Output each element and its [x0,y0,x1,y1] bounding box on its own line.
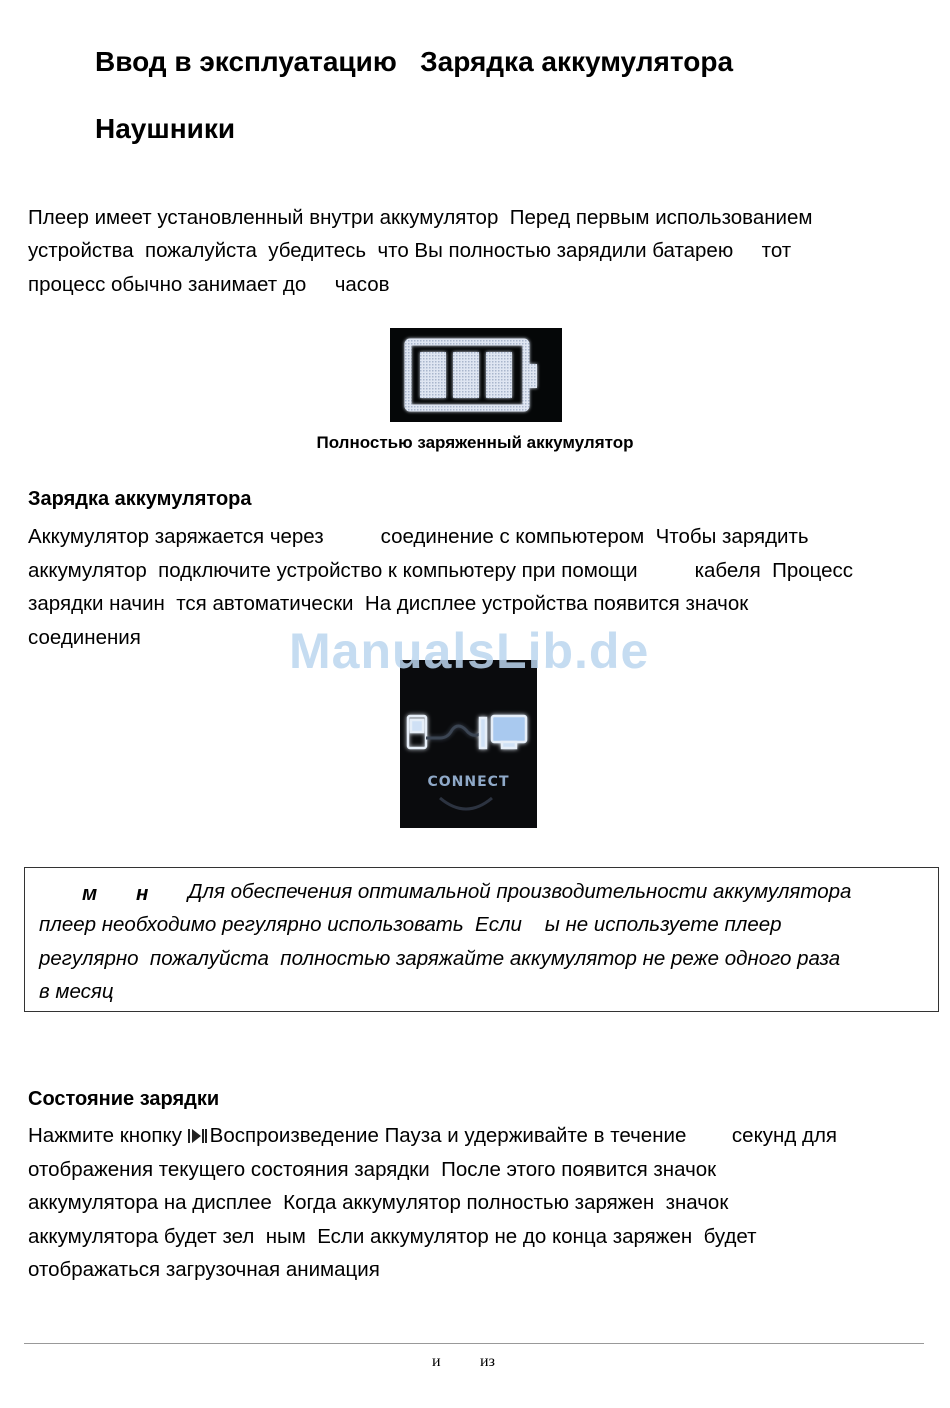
play-pause-icon [188,1128,208,1149]
charging-line-2: аккумулятор подключите устройство к компьютеру при помощи кабеля Процесс [28,559,854,582]
intro-line-3: процесс обычно занимает до часов [28,273,390,296]
note-line-1: Для обеспечения оптимальной производительности аккумулятора [188,880,852,903]
note-marker-1: м [82,882,98,905]
footer-page-total: из [480,1353,495,1370]
intro-line-1: Плеер имеет установленный внутри аккумулятор Перед первым использованием [28,206,813,229]
section-title-status: Состояние зарядки [28,1088,220,1110]
note-line-3: регулярно пожалуйста полностью заряжайте аккумулятор не реже одного раза [39,947,841,970]
footer-page-number: и [432,1353,441,1370]
status-line-1 [28,1126,837,1149]
watermark: ManualsLib.de [289,623,650,679]
battery-full-icon [390,328,562,422]
status-line-1-suffix: Воспроизведение Пауза и удерживайте в течение секунд для [209,1124,838,1147]
intro-line-2: устройства пожалуйста убедитесь что Вы полностью зарядили батарею тот [28,239,792,262]
status-line-1-prefix: Нажмите кнопку [28,1124,188,1147]
status-line-2: отображения текущего состояния зарядки После этого появится значок [28,1158,717,1181]
page-title: Ввод в эксплуатацию Зарядка аккумулятора [95,46,734,77]
section-title-charging: Зарядка аккумулятора [28,488,252,510]
charging-line-1: Аккумулятор заряжается через соединение с компьютером Чтобы зарядить [28,525,809,548]
note-marker-2: н [136,882,149,905]
charging-line-4: соединения [28,626,141,649]
footer-rule [24,1343,924,1344]
usb-connect-icon [400,660,537,828]
charging-line-3: зарядки начин тся автоматически На дисплее устройства появится значок [28,592,749,615]
status-line-5: отображаться загрузочная анимация [28,1258,380,1281]
page-subtitle: Наушники [95,113,236,144]
note-line-2: плеер необходимо регулярно использовать Если ы не используете плеер [39,913,782,936]
status-line-4: аккумулятора будет зел ным Если аккумулятор не до конца заряжен будет [28,1225,757,1248]
note-line-4: в месяц [39,980,114,1003]
status-line-3: аккумулятора на дисплее Когда аккумулятор полностью заряжен значок [28,1191,729,1214]
connect-label: CONNECT [427,774,510,790]
battery-caption: Полностью заряженный аккумулятор [316,433,634,452]
